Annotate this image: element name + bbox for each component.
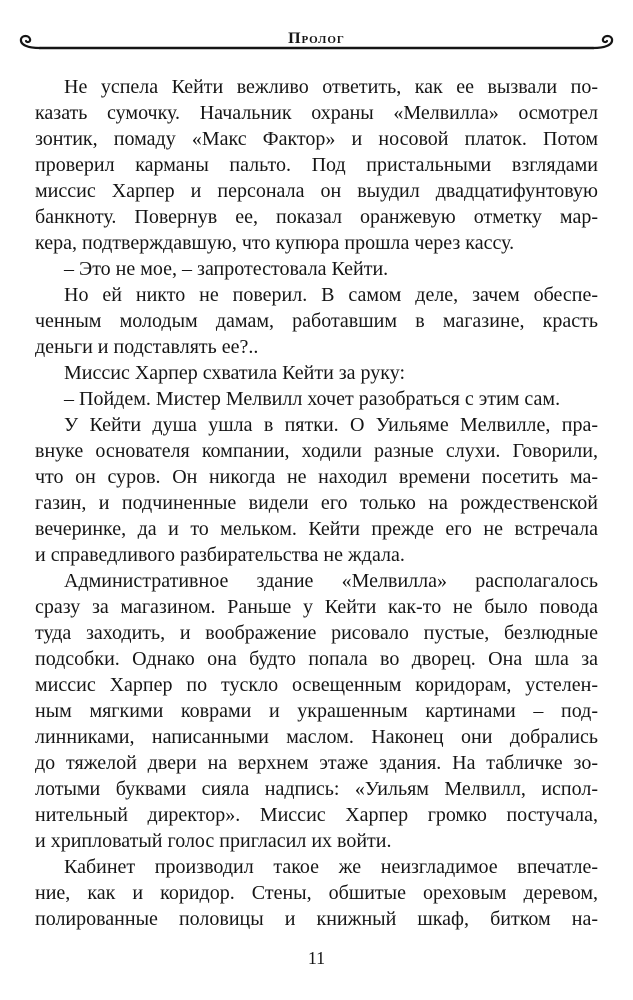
text-line: внуке основателя компании, ходили разные слухи. Говорили, — [35, 440, 598, 462]
text-line: лотыми буквами сияла надпись: «Уильям Мелвилл, испол- — [35, 778, 598, 800]
text-line: газин, и подчиненные видели его только на рождественской — [35, 492, 598, 514]
text-line: деньги и подставлять ее?.. — [35, 336, 259, 358]
text-line: миссис Харпер и персонала он выудил двадцатифунтовую — [35, 180, 598, 202]
text-line: и хрипловатый голос пригласил их войти. — [35, 830, 392, 852]
text-line: ние, как и коридор. Стены, обшитые ореховым деревом, — [35, 882, 598, 904]
paragraph — [35, 854, 598, 932]
text-line: Миссис Харпер схватила Кейти за руку: — [64, 362, 406, 384]
running-header: Пролог — [288, 30, 345, 47]
text-line: проверил карманы пальто. Под пристальными взглядами — [35, 154, 598, 176]
paragraph — [35, 256, 598, 282]
text-line: казать сумочку. Начальник охраны «Мелвилла» осмотрел — [35, 102, 598, 124]
page-number: 11 — [307, 948, 326, 968]
text-line: линниками, написанными маслом. Наконец они добрались — [35, 726, 598, 748]
paragraph — [35, 360, 598, 386]
text-line: Кабинет производил такое же неизгладимое впечатле- — [64, 856, 598, 878]
text-line: и справедливого разбирательства не ждала. — [35, 544, 405, 566]
text-line: подсобки. Однако она будто попала во дворец. Она шла за — [35, 648, 598, 670]
text-line: что он суров. Он никогда не находил времени посетить ма- — [35, 466, 598, 488]
text-line: туда заходить, и воображение рисовало пустые, безлюдные — [35, 622, 598, 644]
paragraph — [35, 386, 598, 412]
text-line: кера, подтверждавшую, что купюра прошла через кассу. — [35, 232, 515, 254]
paragraph — [35, 74, 598, 256]
text-line: миссис Харпер по тускло освещенным коридорам, устелен- — [35, 674, 598, 696]
text-line: Но ей никто не поверил. В самом деле, зачем обеспе- — [64, 284, 598, 306]
text-line: У Кейти душа ушла в пятки. О Уильяме Мелвилле, пра- — [64, 414, 598, 436]
paragraph — [35, 568, 598, 854]
text-line: банкноту. Повернув ее, показал оранжевую отметку мар- — [35, 206, 598, 228]
text-line: вечеринке, да и то мельком. Кейти прежде его не встречала — [35, 518, 598, 540]
text-line: ным мягкими коврами и украшенным картинами – под- — [35, 700, 598, 722]
text-line: – Пойдем. Мистер Мелвилл хочет разобраться с этим сам. — [64, 388, 561, 410]
text-line: – Это не мое, – запротестовала Кейти. — [64, 258, 389, 280]
decorative-header-rule — [0, 34, 633, 58]
text-line: полированные половицы и книжный шкаф, битком на- — [35, 908, 598, 930]
body-text — [35, 74, 598, 932]
text-line: сразу за магазином. Раньше у Кейти как-то не было повода — [35, 596, 598, 618]
text-line: Административное здание «Мелвилла» располагалось — [64, 570, 598, 592]
text-line: до тяжелой двери на верхнем этаже здания. На табличке зо- — [35, 752, 598, 774]
paragraph — [35, 282, 598, 360]
text-line: зонтик, помаду «Макс Фактор» и носовой платок. Потом — [35, 128, 598, 150]
paragraph — [35, 412, 598, 568]
text-line: Не успела Кейти вежливо ответить, как ее вызвали по- — [64, 76, 598, 98]
text-line: ченным молодым дамам, работавшим в магазине, красть — [35, 310, 598, 332]
text-line: нительный директор». Миссис Харпер громко постучала, — [35, 804, 598, 826]
